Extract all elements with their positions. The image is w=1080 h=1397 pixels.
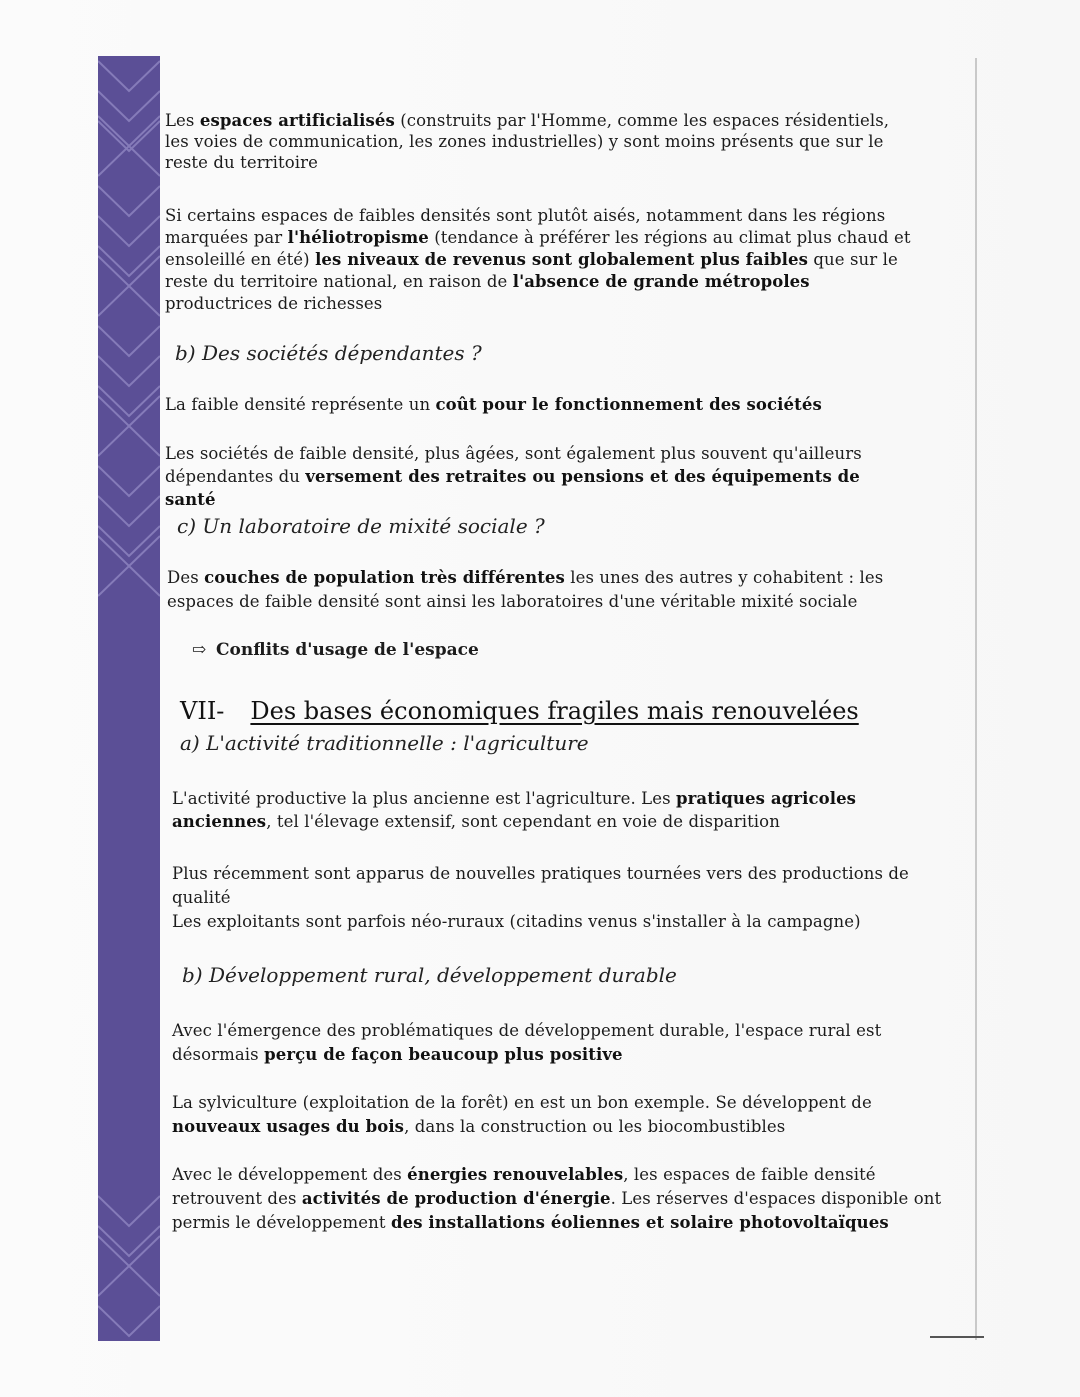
page-edge-line <box>975 58 977 1340</box>
text: productrices de richesses <box>165 294 383 313</box>
text: L'activité productive la plus ancienne est l'agriculture. Les <box>172 789 676 808</box>
bold-text: activités de production d'énergie <box>301 1189 611 1208</box>
text: La faible densité représente un <box>165 395 436 414</box>
bold-text: les niveaux de revenus sont globalement plus faibles <box>315 250 809 269</box>
text: Des <box>167 568 205 587</box>
bold-text: énergies renouvelables <box>407 1165 624 1184</box>
text: les unes des autres y cohabitent : les espaces de faible densité sont ainsi les laboratoires d'une véritable mixité sociale <box>167 568 884 611</box>
text: Avec l'émergence des problématiques de développement durable, l'espace rural est désormais <box>172 1021 882 1064</box>
conflict-note-text: Conflits d'usage de l'espace <box>216 640 479 660</box>
subheading-sustainable: b) Développement rural, développement durable <box>182 963 677 987</box>
bold-text: couches de population très différentes <box>204 568 565 587</box>
section-heading <box>180 697 859 725</box>
text: Plus récemment sont apparus de nouvelles pratiques tournées vers des productions de qualité <box>172 864 909 907</box>
arrow-right-icon: ⇨ <box>192 640 207 660</box>
text: Les sociétés de faible densité, plus âgées, sont également plus souvent qu'ailleurs dépendantes du <box>165 444 862 486</box>
text: Les exploitants sont parfois néo-ruraux (citadins venus s'installer à la campagne) <box>172 912 861 931</box>
text: Avec le développement des <box>172 1165 408 1184</box>
paragraph-new-practices <box>172 862 927 934</box>
section-number: VII- <box>180 697 225 725</box>
bold-text: l'absence de grande métropoles <box>512 272 810 291</box>
bottom-rule <box>930 1336 984 1338</box>
bold-text: pratiques agricoles anciennes <box>172 789 857 831</box>
text: , les espaces de faible densité retrouvent des <box>172 1165 876 1208</box>
paragraph-artificial-spaces <box>165 110 915 173</box>
paragraph-forestry <box>172 1091 907 1139</box>
bold-text: l'héliotropisme <box>287 228 429 247</box>
paragraph-energy <box>172 1163 942 1235</box>
text: Si certains espaces de faibles densités sont plutôt aisés, notamment dans les régions marquées par <box>165 206 886 247</box>
paragraph-elderly <box>165 442 885 511</box>
diamond-pattern-icon <box>98 56 160 1341</box>
text: Les <box>165 111 200 130</box>
bold-text: coût pour le fonctionnement des sociétés <box>435 395 822 414</box>
subject-sidebar <box>98 56 160 1341</box>
text: . Les réserves d'espaces disponible ont permis le développement <box>172 1189 942 1232</box>
text: , tel l'élevage extensif, sont cependant en voie de disparition <box>266 812 780 831</box>
text: , dans la construction ou les biocombustibles <box>404 1117 786 1136</box>
text: La sylviculture (exploitation de la forêt) en est un bon exemple. Se développent de <box>172 1093 872 1112</box>
bold-text: perçu de façon beaucoup plus positive <box>264 1045 623 1064</box>
text: (construits par l'Homme, comme les espaces résidentiels, les voies de communication, les zones industrielles) y sont moins présents que sur le reste du territoire <box>165 111 890 172</box>
paragraph-agriculture <box>172 787 892 833</box>
section-title: Des bases économiques fragiles mais renouvelées <box>250 697 859 725</box>
text: que sur le reste du territoire national, en raison de <box>165 250 898 291</box>
bold-text: versement des retraites ou pensions et des équipements de santé <box>165 467 860 509</box>
paragraph-sustainable <box>172 1019 907 1067</box>
paragraph-incomes <box>165 205 915 315</box>
subheading-dependent-societies: b) Des sociétés dépendantes ? <box>175 341 482 365</box>
bold-text: des installations éoliennes et solaire photovoltaïques <box>390 1213 889 1232</box>
subheading-agriculture: a) L'activité traditionnelle : l'agriculture <box>180 731 589 755</box>
paragraph-cost <box>165 393 925 416</box>
text: (tendance à préférer les régions au climat plus chaud et ensoleillé en été) <box>165 228 911 269</box>
bold-text: nouveaux usages du bois <box>172 1117 405 1136</box>
paragraph-population <box>167 566 887 614</box>
bold-text: espaces artificialisés <box>199 111 395 130</box>
subheading-social-mix: c) Un laboratoire de mixité sociale ? <box>177 514 545 538</box>
conflict-note <box>192 640 479 660</box>
